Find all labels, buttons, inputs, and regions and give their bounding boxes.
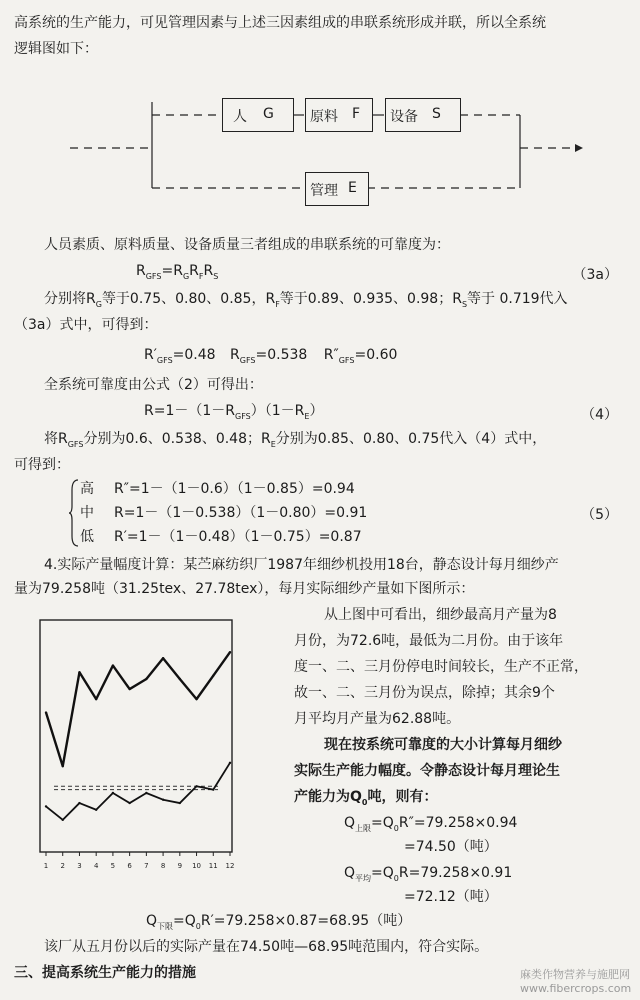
x-tick-label-11: 11 <box>208 862 218 870</box>
right-text-line-8: 产能力为$Q_0$吨，则有： <box>294 789 438 807</box>
equation-4-label: （4） <box>581 407 618 423</box>
box-personnel-symbol: G <box>263 106 274 122</box>
q-upper-line-2: =74.50（吨） <box>404 839 498 855</box>
paragraph-5-line-1: 将$R_{GFS}$分别为0.6、0.538、0.48；$R_E$分别为0.85、0.80、0.75代入（4）式中， <box>44 431 547 449</box>
series-1-point-3 <box>78 671 80 673</box>
x-tick-label-12: 12 <box>225 862 235 870</box>
x-tick-label-9: 9 <box>177 862 183 870</box>
paragraph-3-line-2: （3a）式中，可得到： <box>14 317 158 333</box>
series-1-point-9 <box>179 678 181 680</box>
series-2-point-8 <box>162 799 164 801</box>
series-2-point-6 <box>128 802 130 804</box>
box-management <box>305 172 369 206</box>
x-tick-label-6: 6 <box>127 862 132 870</box>
paragraph-2: 人员素质、原料质量、设备质量三者组成的串联系统的可靠度为： <box>44 237 450 253</box>
right-text-line-7: 实际生产能力幅度。令静态设计每月理论生 <box>294 763 560 779</box>
equation-5-gao: R″=1－（1－0.6）（1－0.85）=0.94 <box>114 481 355 497</box>
series-2-point-2 <box>62 819 64 821</box>
x-tick-label-2: 2 <box>60 862 65 870</box>
box-material-label: 原料 <box>310 109 338 125</box>
section-4-line-2: 量为79.258吨（31.25tex、27.78tex），每月实际细纱产量如下图所示： <box>14 581 475 597</box>
x-tick-label-10: 10 <box>192 862 202 870</box>
series-2-point-3 <box>78 802 80 804</box>
series-2-point-1 <box>45 805 47 807</box>
series-1-point-4 <box>95 698 97 700</box>
series-1-point-1 <box>45 711 47 713</box>
box-management-label: 管理 <box>310 183 338 199</box>
series-2-point-11 <box>212 788 214 790</box>
q-average-line-1: $Q_{平均}=Q_0R=79.258\times 0.91$ <box>344 865 513 883</box>
right-text-line-4: 故一、二、三月份为误点，除掉；其余9个 <box>294 685 555 701</box>
x-tick-label-3: 3 <box>77 862 82 870</box>
paragraph-3-line-1: 分别将$R_G$等于0.75、0.80、0.85，$R_F$等于0.89、0.935、0.98；$R_S$等于 0.719代入 <box>44 291 568 309</box>
paragraph-1-line-1: 高系统的生产能力，可见管理因素与上述三因素组成的串联系统形成并联，所以全系统 <box>14 15 546 31</box>
equation-4: $R=1-(1-R_{GFS})(1-R_E)$ <box>144 403 324 421</box>
series-line-2 <box>46 763 230 820</box>
equation-5-di-label: 低 <box>80 529 94 545</box>
right-text-line-5: 月平均月产量为62.88吨。 <box>294 711 461 727</box>
series-1-point-2 <box>62 765 64 767</box>
equation-5-brace <box>68 478 80 548</box>
box-equipment-label: 设备 <box>390 109 418 125</box>
right-text-line-3: 度一、二、三月份停电时间较长，生产不正常， <box>294 659 588 675</box>
series-2-point-5 <box>112 792 114 794</box>
series-1-point-12 <box>229 651 231 653</box>
series-1-point-5 <box>112 664 114 666</box>
series-2-point-12 <box>229 762 231 764</box>
x-tick-label-8: 8 <box>160 862 166 870</box>
series-2-point-7 <box>145 792 147 794</box>
series-1-point-11 <box>212 674 214 676</box>
series-1-point-10 <box>195 698 197 700</box>
equation-5-zhong-label: 中 <box>80 505 94 521</box>
box-personnel <box>222 98 294 132</box>
equation-5-gao-label: 高 <box>80 481 94 497</box>
box-material <box>305 98 373 132</box>
watermark-url: www.fibercrops.com <box>520 982 632 995</box>
box-management-symbol: E <box>348 180 357 196</box>
x-tick-label-1: 1 <box>43 862 49 870</box>
series-line-1 <box>46 652 230 766</box>
series-1-point-6 <box>128 688 130 690</box>
series-2-point-10 <box>195 785 197 787</box>
section-3-title: 三、提高系统生产能力的措施 <box>14 965 196 981</box>
q-upper-line-1: $Q_{上限}=Q_0R''=79.258\times 0.94$ <box>344 815 518 833</box>
x-tick-label-4: 4 <box>93 862 99 870</box>
q-average-line-2: =72.12（吨） <box>404 889 498 905</box>
series-1-point-8 <box>162 657 164 659</box>
paragraph-5-line-2: 可得到： <box>14 457 70 473</box>
equation-3a: $R_{GFS}=R_GR_FR_S$ <box>136 263 219 281</box>
box-equipment-symbol: S <box>432 106 441 122</box>
x-tick-label-7: 7 <box>144 862 149 870</box>
box-material-symbol: F <box>352 106 361 122</box>
section-4-line-1: 4.实际产量幅度计算：某苎麻纺织厂1987年细纱机投用18台，静态设计每月细纱产 <box>44 557 559 573</box>
series-2-point-9 <box>179 802 181 804</box>
box-personnel-label: 人 <box>233 109 247 125</box>
conclusion: 该厂从五月份以后的实际产量在74.50吨—68.95吨范围内，符合实际。 <box>44 939 489 955</box>
x-tick-label-5: 5 <box>110 862 116 870</box>
monthly-output-chart <box>8 606 244 888</box>
series-2-point-4 <box>95 809 97 811</box>
right-text-line-6: 现在按系统可靠度的大小计算每月细纱 <box>324 737 562 753</box>
equation-3a-label: （3a） <box>572 267 618 283</box>
q-lower: $Q_{下限}=Q_0R'=79.258\times 0.87=68.95$（吨） <box>146 913 412 931</box>
paragraph-1-line-2: 逻辑图如下： <box>14 41 98 57</box>
equation-5-zhong: R=1－（1－0.538）（1－0.80）=0.91 <box>114 505 368 521</box>
paragraph-4: 全系统可靠度由公式（2）可得出： <box>44 377 263 393</box>
right-text-line-2: 月份，为72.6吨，最低为二月份。由于该年 <box>294 633 564 649</box>
watermark-text: 麻类作物营养与施肥网 <box>520 968 630 981</box>
right-text-line-1: 从上图中可看出，细纱最高月产量为8 <box>324 607 557 623</box>
equation-5-di: R′=1－（1－0.48）（1－0.75）=0.87 <box>114 529 362 545</box>
results-rgfs: $R'_{GFS}=0.48$ $R_{GFS}=0.538$ $R''_{GFS}=0.60$ <box>144 347 398 365</box>
box-equipment <box>385 98 461 132</box>
equation-5-label: （5） <box>581 507 618 523</box>
series-1-point-7 <box>145 678 147 680</box>
